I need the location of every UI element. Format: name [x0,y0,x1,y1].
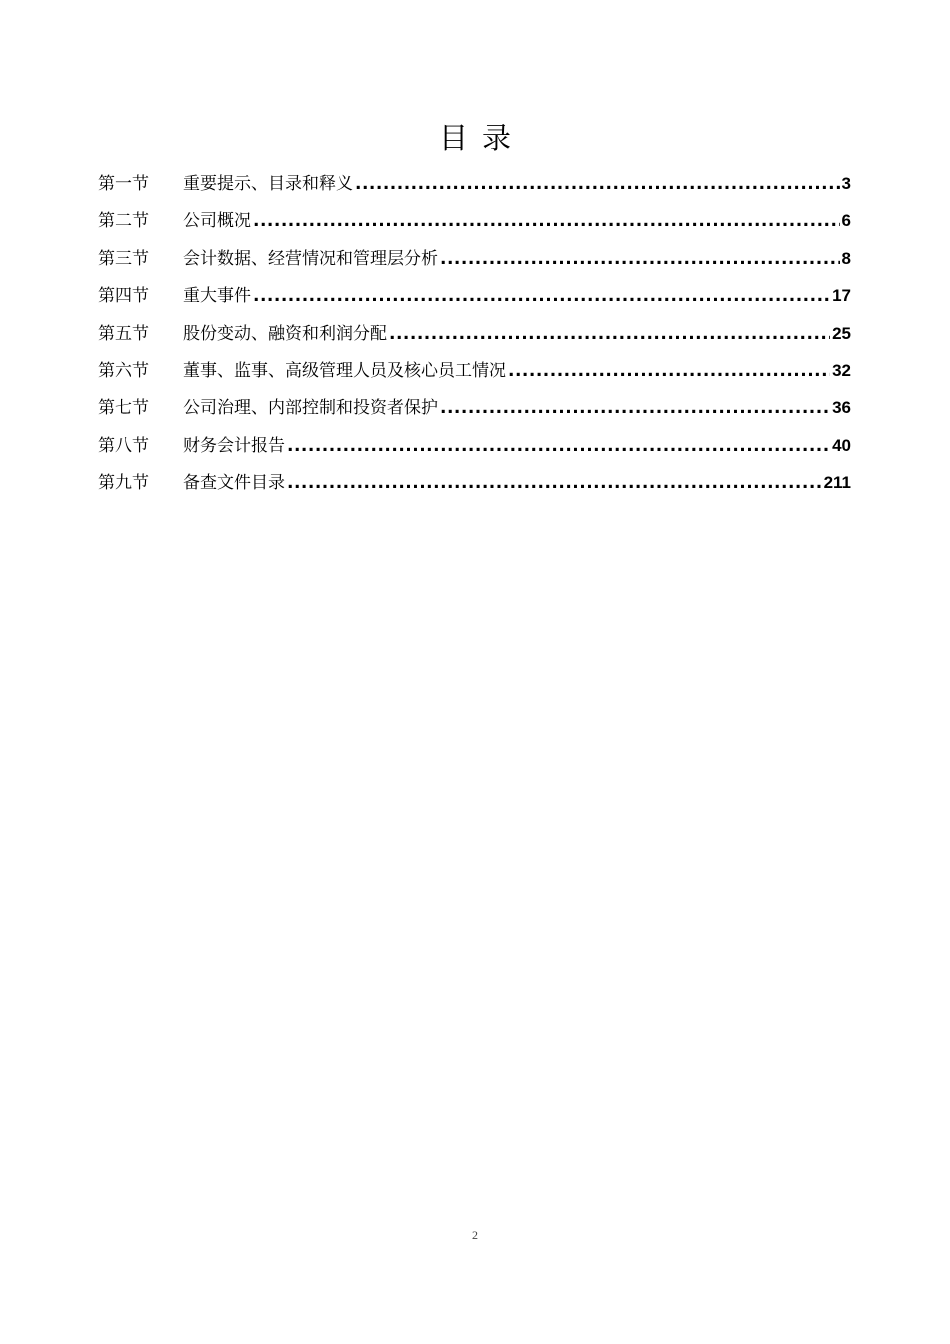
toc-dot-leader [440,243,840,275]
toc-section-label: 第一节 [98,174,149,194]
toc-page-number: 17 [832,286,851,306]
toc-section-label: 第七节 [98,398,149,419]
toc-section-label: 第三节 [98,248,149,269]
toc-entry[interactable] [98,205,851,242]
toc-entry[interactable] [98,355,851,392]
toc-entry-title: 公司治理、内部控制和投资者保护 [183,398,438,419]
toc-dot-leader [253,280,830,312]
toc-entry[interactable] [98,318,851,355]
toc-dot-leader [389,318,830,350]
toc-entry[interactable] [98,430,851,467]
toc-section-label: 第八节 [98,435,149,456]
toc-entry[interactable] [98,168,851,205]
toc-entry-title: 会计数据、经营情况和管理层分析 [183,248,438,269]
toc-dot-leader [287,430,830,462]
toc-page-number: 6 [841,211,851,231]
toc-entry-title: 重大事件 [183,286,251,307]
toc-entry-title: 重要提示、目录和释义 [183,174,353,194]
toc-dot-leader [253,205,840,237]
toc-entry-title: 股份变动、融资和利润分配 [183,323,387,344]
toc-dot-leader [287,467,822,499]
toc-entry[interactable] [98,467,851,504]
page-title: 目录 [438,121,525,155]
page-number: 2 [472,1228,478,1242]
toc-dot-leader [440,392,830,424]
toc-dot-leader [355,168,840,200]
toc-page-number: 32 [832,360,851,380]
toc-section-label: 第六节 [98,360,149,381]
toc-entry[interactable] [98,280,851,317]
toc-entry-title: 董事、监事、高级管理人员及核心员工情况 [183,360,506,381]
table-of-contents [98,168,851,505]
toc-page-number: 36 [832,398,851,418]
toc-page-number: 25 [832,323,851,343]
toc-entry-title: 财务会计报告 [183,435,285,456]
toc-section-label: 第四节 [98,286,149,307]
toc-entry[interactable] [98,392,851,429]
toc-page-number: 3 [841,174,851,193]
toc-entry-title: 公司概况 [183,211,251,232]
toc-section-label: 第五节 [98,323,149,344]
toc-page-number: 40 [832,435,851,455]
toc-section-label: 第二节 [98,211,149,232]
toc-dot-leader [508,355,830,387]
toc-section-label: 第九节 [98,473,149,494]
toc-entry[interactable] [98,243,851,280]
toc-page-number: 8 [841,248,851,268]
toc-page-number: 211 [823,473,851,493]
toc-entry-title: 备查文件目录 [183,473,285,494]
